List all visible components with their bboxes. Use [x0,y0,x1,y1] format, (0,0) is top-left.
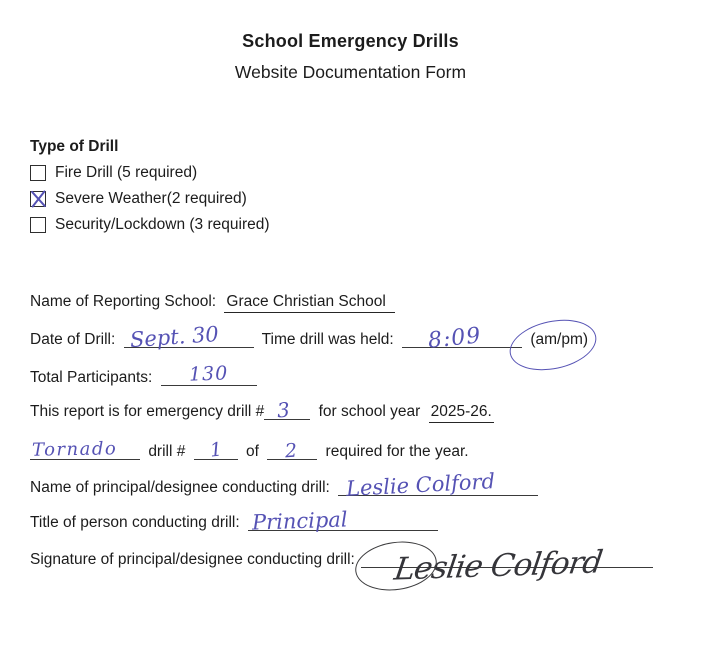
form-subtitle: Website Documentation Form [234,62,467,82]
school-label: Name of Reporting School: [30,293,217,310]
report-row [30,397,494,423]
signature-handwriting: Leslie Colford [392,544,605,588]
title-label: Title of person conducting drill: [30,514,240,531]
drill-number-field[interactable] [264,397,310,423]
option-security-lockdown [30,216,270,234]
drill-type-handwriting: Tornado [31,438,118,461]
date-field[interactable] [124,321,254,353]
time-field[interactable] [402,323,522,354]
principal-label: Name of principal/designee conducting drill: [30,479,330,496]
principal-name-handwriting: Leslie Colford [345,469,496,501]
form-title: School Emergency Drills [242,31,459,51]
report-middle: for school year [318,403,421,420]
drill-total-handwriting: 2 [284,439,299,463]
drill-number-handwriting: 3 [276,397,292,423]
security-lockdown-checkbox[interactable] [30,217,46,233]
title-field[interactable] [248,507,438,535]
time-handwriting: 8:09 [426,323,483,354]
security-lockdown-label: Security/Lockdown (3 required) [55,216,270,233]
signature-label: Signature of principal/designee conducting drill: [30,551,355,568]
date-label: Date of Drill: [30,331,116,348]
type-of-drill-heading: Type of Drill [30,138,119,155]
drill-count-handwriting: 1 [208,438,223,462]
principal-name-field[interactable] [338,469,538,501]
school-year-value: 2025-26. [429,403,494,423]
participants-handwriting: 130 [188,362,229,386]
date-time-row [30,321,589,354]
school-row [30,293,395,313]
title-handwriting: Principal [251,507,348,535]
school-value: Grace Christian School [224,293,394,313]
drill-series-label: drill # [148,443,186,460]
drill-series-suffix: required for the year. [325,443,469,460]
fire-drill-checkbox[interactable] [30,165,46,181]
drill-type-field[interactable] [30,438,140,461]
option-fire-drill [30,164,197,182]
drill-total-field[interactable] [267,439,317,463]
option-severe-weather [30,190,247,208]
participants-label: Total Participants: [30,369,153,386]
drill-series-row [30,438,469,463]
participants-row [30,362,261,387]
fire-drill-label: Fire Drill (5 required) [55,164,198,181]
ampm-label: (am/pm) [530,331,589,348]
participants-field[interactable] [161,362,257,386]
report-prefix: This report is for emergency drill # [30,403,265,420]
title-row [30,507,442,535]
time-label: Time drill was held: [261,331,394,348]
signature-field[interactable] [361,544,653,588]
date-handwriting: Sept. 30 [128,321,220,353]
severe-weather-label: Severe Weather(2 required) [55,190,247,207]
signature-row [30,544,657,588]
principal-row [30,469,542,501]
severe-weather-checkbox[interactable] [30,191,46,207]
drill-count-field[interactable] [194,438,238,462]
of-label: of [245,443,259,460]
